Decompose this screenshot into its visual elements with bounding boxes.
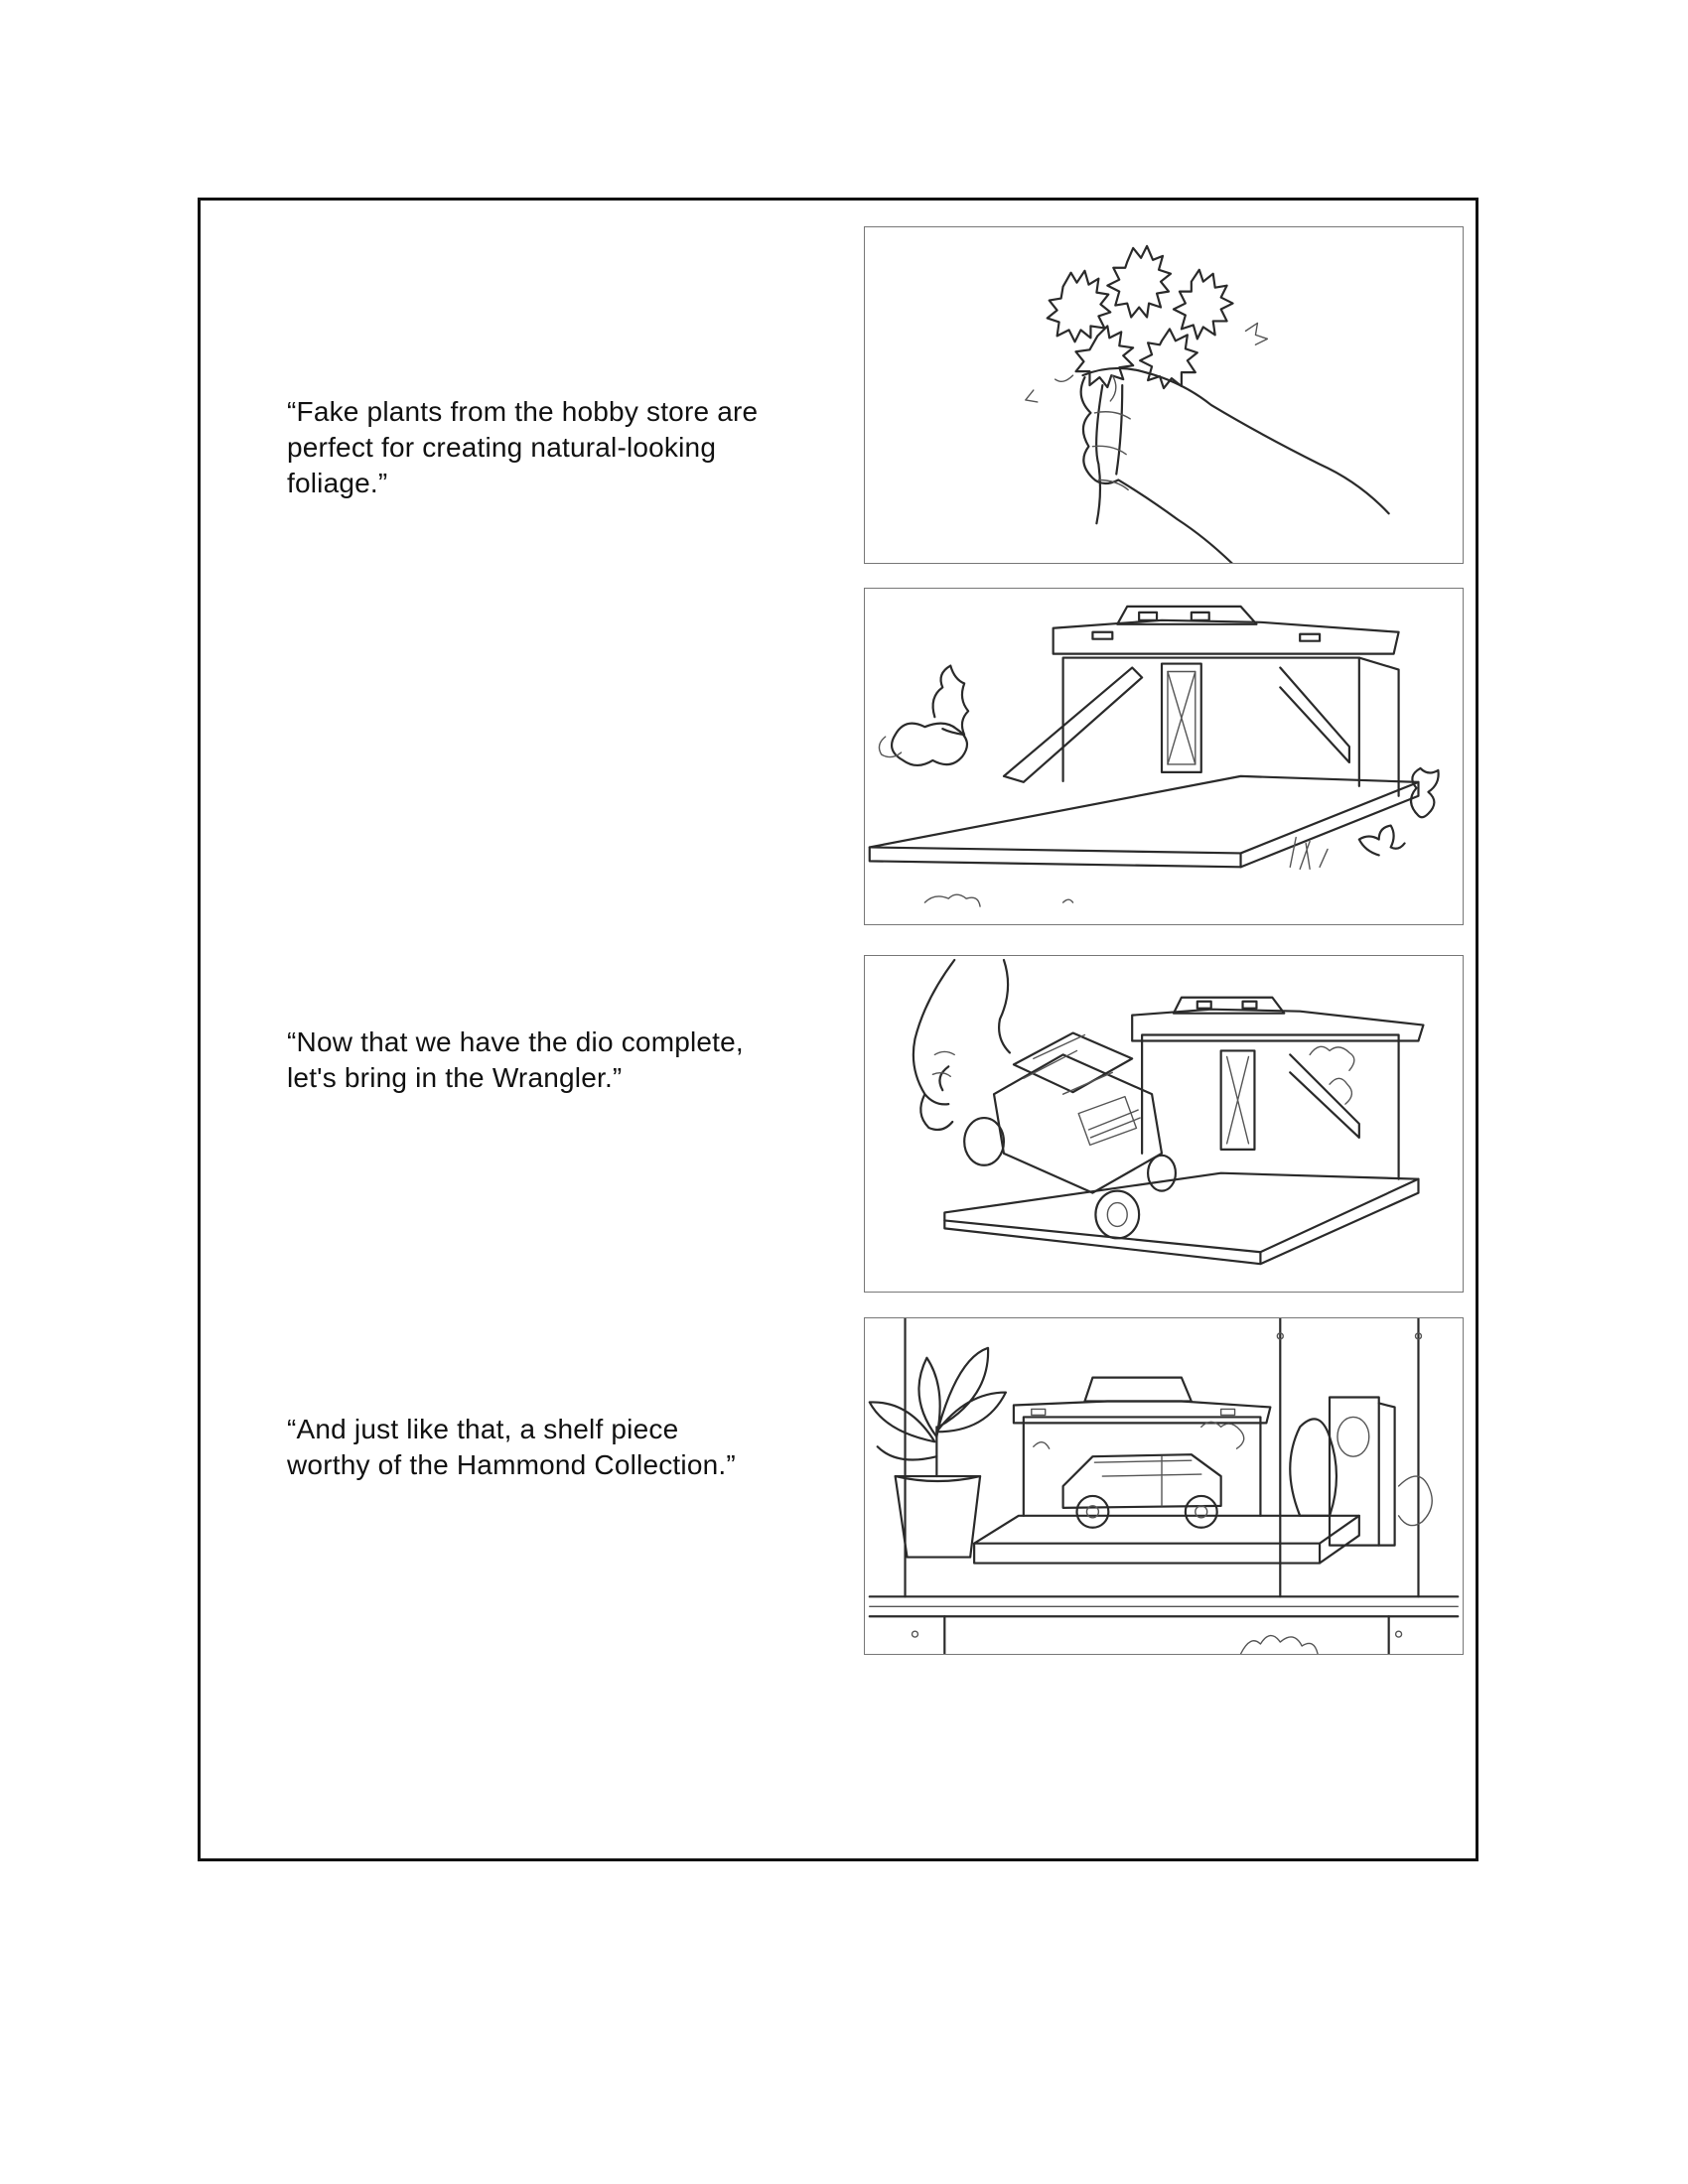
- empty-diorama-sketch: [865, 589, 1463, 924]
- caption-1: “Fake plants from the hobby store are perfect for creating natural-looking foliage.”: [287, 396, 759, 498]
- hand-holding-plants-sketch: [865, 227, 1463, 563]
- caption-4: “And just like that, a shelf piece worthy of the Hammond Collection.”: [287, 1414, 736, 1480]
- storyboard-sheet: [198, 198, 1478, 1861]
- caption-3: “Now that we have the dio complete, let's bring in the Wrangler.”: [287, 1026, 744, 1093]
- shelf-display-sketch: [865, 1318, 1463, 1654]
- panel-4-shelf-display: [864, 1317, 1464, 1655]
- panel-2-empty-diorama: [864, 588, 1464, 925]
- panel-3-jeep-placement: [864, 955, 1464, 1293]
- hand-placing-jeep-sketch: [865, 956, 1463, 1292]
- panel-1-hand-plants: [864, 226, 1464, 564]
